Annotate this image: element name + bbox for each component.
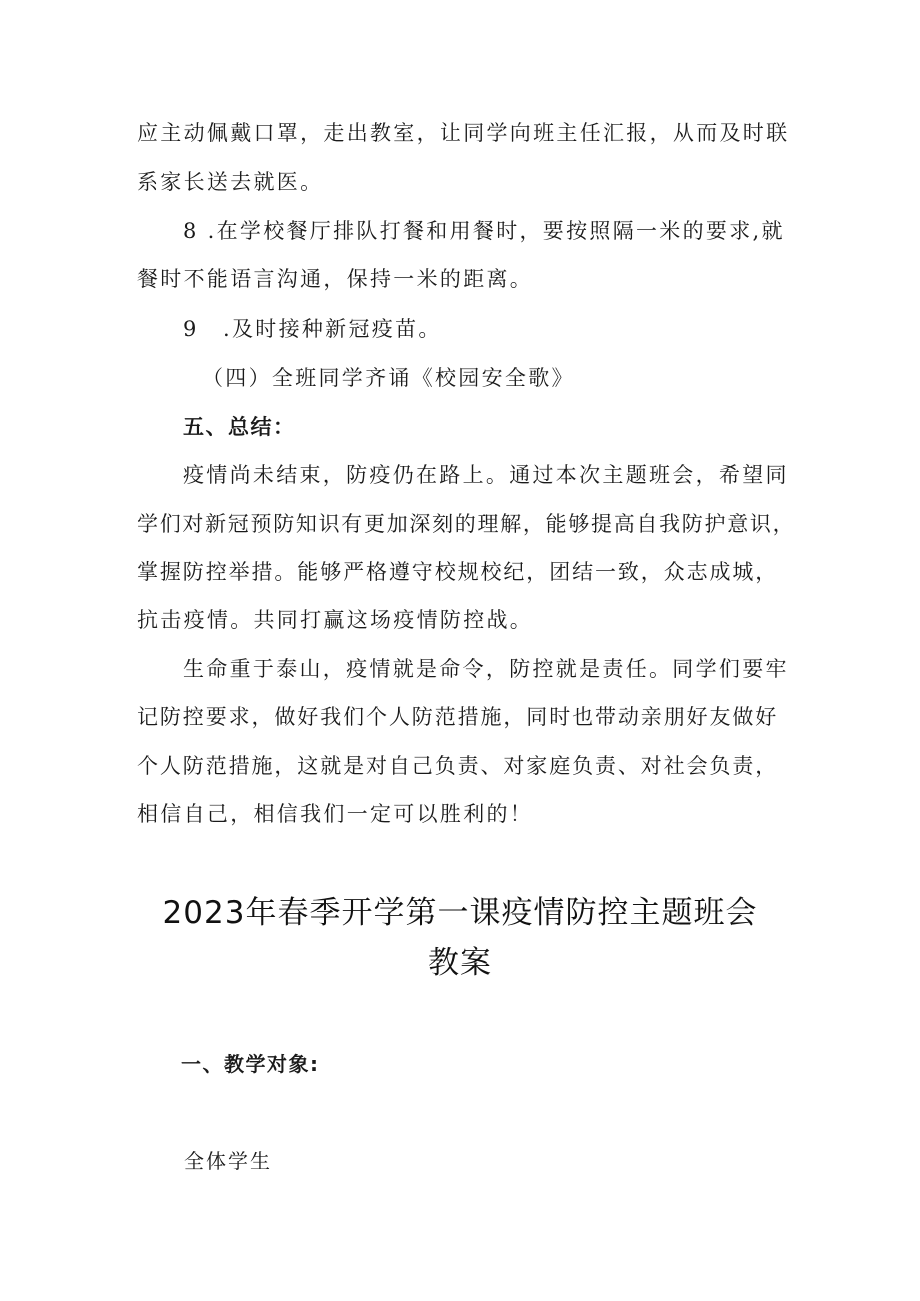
document-title-line2: 教案 — [428, 945, 492, 981]
list-item-8: 8 .在学校餐厅排队打餐和用餐时，要按照隔一米的要求,就 — [183, 219, 785, 243]
paragraph-line: 应主动佩戴口罩，走出教室，让同学向班主任汇报，从而及时联 — [137, 121, 790, 145]
subsection-heading: （四）全班同学齐诵《校园安全歌》 — [202, 366, 575, 390]
paragraph-line: 抗击疫情。共同打赢这场疫情防控战。 — [137, 608, 534, 632]
section-body: 全体学生 — [184, 1149, 272, 1173]
paragraph-line: 生命重于泰山，疫情就是命令，防控就是责任。同学们要牢 — [183, 657, 789, 681]
document-title: 2023年春季开学第一课疫情防控主题班会 — [162, 895, 758, 931]
list-item-9-number: 9 — [183, 317, 199, 341]
paragraph-line: 相信自己，相信我们一定可以胜利的！ — [137, 802, 534, 826]
section-heading: 五、总结： — [183, 415, 296, 439]
paragraph-line: 疫情尚未结束，防疫仍在路上。通过本次主题班会，希望同 — [183, 463, 789, 487]
list-item-8-cont: 餐时不能语言沟通，保持一米的距离。 — [137, 267, 534, 291]
paragraph-line: 记防控要求，做好我们个人防范措施，同时也带动亲朋好友做好 — [137, 705, 779, 729]
list-item-9 — [183, 315, 442, 343]
list-item-9-text: .及时接种新冠疫苗。 — [223, 317, 442, 341]
paragraph-line: 个人防范措施，这就是对自己负责、对家庭负责、对社会负责， — [137, 754, 779, 778]
section-heading: 一、教学对象: — [181, 1052, 320, 1076]
paragraph-line: 掌握防控举措。能够严格遵守校规校纪，团结一致，众志成城， — [137, 560, 779, 584]
paragraph-line: 系家长送去就医。 — [137, 170, 324, 194]
paragraph-line: 学们对新冠预防知识有更加深刻的理解，能够提高自我防护意识， — [137, 512, 796, 536]
